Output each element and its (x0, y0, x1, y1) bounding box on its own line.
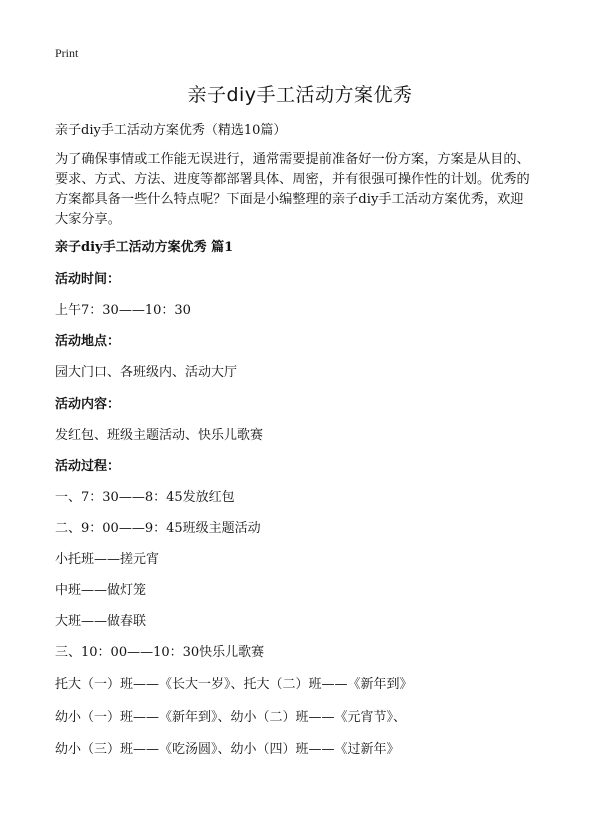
time-value: 上午7：30——10：30 (55, 303, 191, 318)
process-item: 幼小（一）班——《新年到》、幼小（二）班——《元宵节》、 (55, 710, 407, 725)
section-heading: 亲子diy手工活动方案优秀 篇1 (55, 240, 234, 255)
process-item: 三、10：00——10：30快乐儿歌赛 (55, 645, 265, 660)
process-item: 中班——做灯笼 (55, 583, 147, 598)
process-item: 二、9：00——9：45班级主题活动 (55, 521, 261, 536)
process-item: 大班——做春联 (55, 614, 147, 629)
document-title: 亲子diy手工活动方案优秀 (187, 84, 413, 106)
document-subtitle: 亲子diy手工活动方案优秀（精选10篇） (55, 123, 287, 138)
place-label: 活动地点： (55, 334, 121, 349)
place-value: 园大门口、各班级内、活动大厅 (55, 365, 238, 380)
intro-line: 为了确保事情或工作能无误进行，通常需要提前准备好一份方案，方案是从目的、 (55, 152, 530, 167)
intro-line: 大家分享。 (55, 212, 121, 227)
intro-line: 方案都具备一些什么特点呢？下面是小编整理的亲子diy手工活动方案优秀，欢迎 (55, 192, 524, 207)
intro-paragraph (55, 150, 555, 230)
process-item: 幼小（三）班——《吃汤圆》、幼小（四）班——《过新年》 (55, 742, 400, 757)
content-label: 活动内容： (55, 397, 121, 412)
process-item: 一、7：30——8：45发放红包 (55, 490, 235, 505)
content-value: 发红包、班级主题活动、快乐儿歌赛 (55, 428, 264, 443)
print-link[interactable]: Print (55, 46, 79, 60)
process-item: 托大（一）班——《长大一岁》、托大（二）班——《新年到》 (55, 677, 413, 692)
intro-line: 要求、方式、方法、进度等都部署具体、周密，并有很强可操作性的计划。优秀的 (55, 172, 530, 187)
time-label: 活动时间： (55, 272, 121, 287)
process-label: 活动过程： (55, 459, 121, 474)
process-item: 小托班——搓元宵 (55, 552, 160, 567)
